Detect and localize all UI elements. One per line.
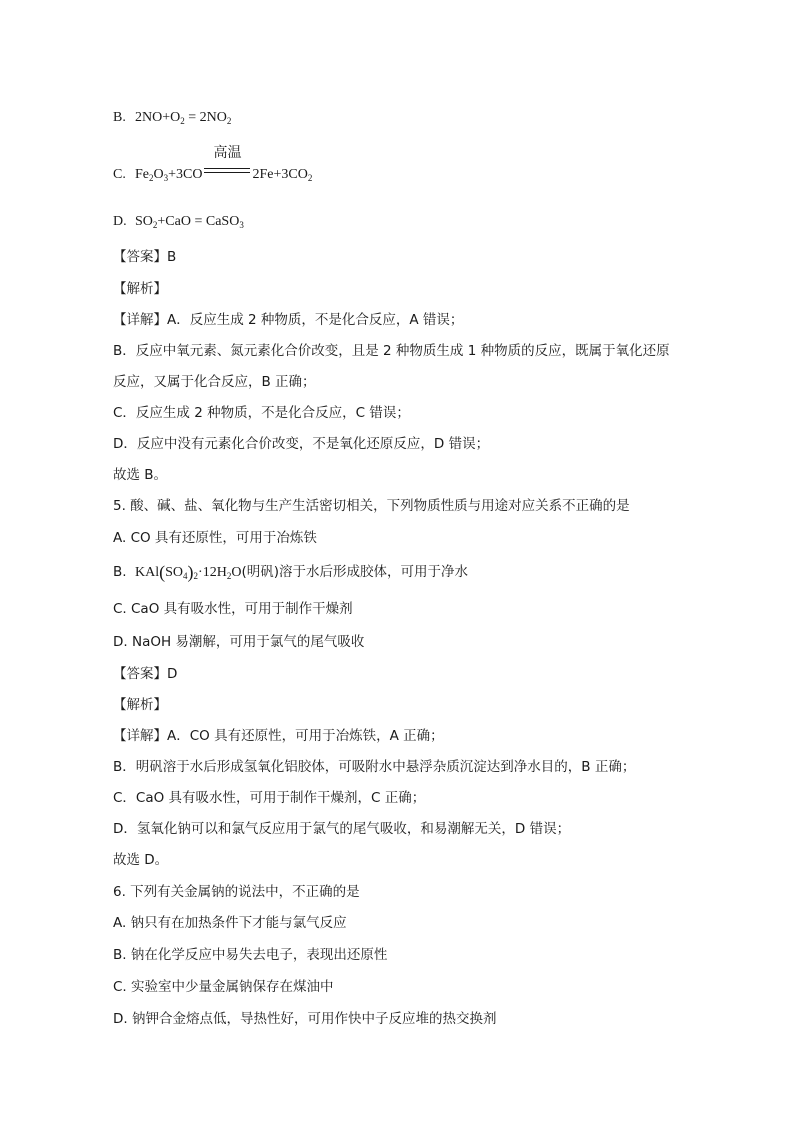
q4-answer: 【答案】B xyxy=(113,249,177,265)
equals-sign xyxy=(204,168,250,173)
q4-option-c: C. $Fe_2O_3+3CO$ 高温 $2Fe+3CO_2$ xyxy=(113,145,313,183)
q5-stem: 5. 酸、碱、盐、氧化物与生产生活密切相关，下列物质性质与用途对应关系不正确的是 xyxy=(113,498,630,514)
q4-detail-line: 【详解】A．反应生成 2 种物质，不是化合反应，A 错误； xyxy=(113,312,464,328)
q6-stem: 6. 下列有关金属钠的说法中，不正确的是 xyxy=(113,884,360,900)
q5-option-b: B. $KAl(SO_4)_2\cdot 12H_2O$(明矾)溶于水后形成胶体，可用于净水 xyxy=(113,562,468,582)
q6-option-d: D. 钠钾合金熔点低，导热性好，可用作快中子反应堆的热交换剂 xyxy=(113,1011,497,1027)
q5-detail-line: 故选 D。 xyxy=(113,852,169,868)
q4-detail-line: 反应，又属于化合反应，B 正确； xyxy=(113,374,316,390)
q4-detail-line: C．反应生成 2 种物质，不是化合反应，C 错误； xyxy=(113,405,410,421)
q5-detail-line: D．氢氧化钠可以和氯气反应用于氯气的尾气吸收，和易潮解无关，D 错误； xyxy=(113,821,571,837)
q6-option-c: C. 实验室中少量金属钠保存在煤油中 xyxy=(113,979,334,995)
q4-detail-line: 故选 B。 xyxy=(113,467,168,483)
q5-option-c: C. CaO 具有吸水性，可用于制作干燥剂 xyxy=(113,601,353,617)
q4-detail-line: B．反应中氧元素、氮元素化合价改变，且是 2 种物质生成 1 种物质的反应，既属于氧化还原 xyxy=(113,343,670,359)
q5-option-d: D. NaOH 易潮解，可用于氯气的尾气吸收 xyxy=(113,634,365,650)
q4-option-d: D. $SO_2+CaO$ = CaSO$_3$ xyxy=(113,214,244,230)
q5-answer: 【答案】D xyxy=(113,666,178,682)
q6-option-b: B. 钠在化学反应中易失去电子，表现出还原性 xyxy=(113,947,388,963)
q6-option-a: A. 钠只有在加热条件下才能与氯气反应 xyxy=(113,915,347,931)
q5-detail-line: B．明矾溶于水后形成氢氧化铝胶体，可吸附水中悬浮杂质沉淀达到净水目的，B 正确； xyxy=(113,759,636,775)
q4-option-b: B. $2NO+O_2 = 2NO_2$ xyxy=(113,110,232,126)
q5-option-a: A. CO 具有还原性，可用于冶炼铁 xyxy=(113,530,317,546)
q5-detail-line: 【详解】A．CO 具有还原性，可用于冶炼铁，A 正确； xyxy=(113,728,444,744)
reaction-condition: 高温 xyxy=(202,160,252,178)
q5-detail-line: C．CaO 具有吸水性，可用于制作干燥剂，C 正确； xyxy=(113,790,426,806)
q4-detail-line: D．反应中没有元素化合价改变，不是氧化还原反应，D 错误； xyxy=(113,436,490,452)
alum-formula: $KAl(SO_4)_2\cdot 12H_2O$ xyxy=(135,562,242,582)
q4-analysis-heading: 【解析】 xyxy=(113,281,167,297)
q5-analysis-heading: 【解析】 xyxy=(113,697,167,713)
